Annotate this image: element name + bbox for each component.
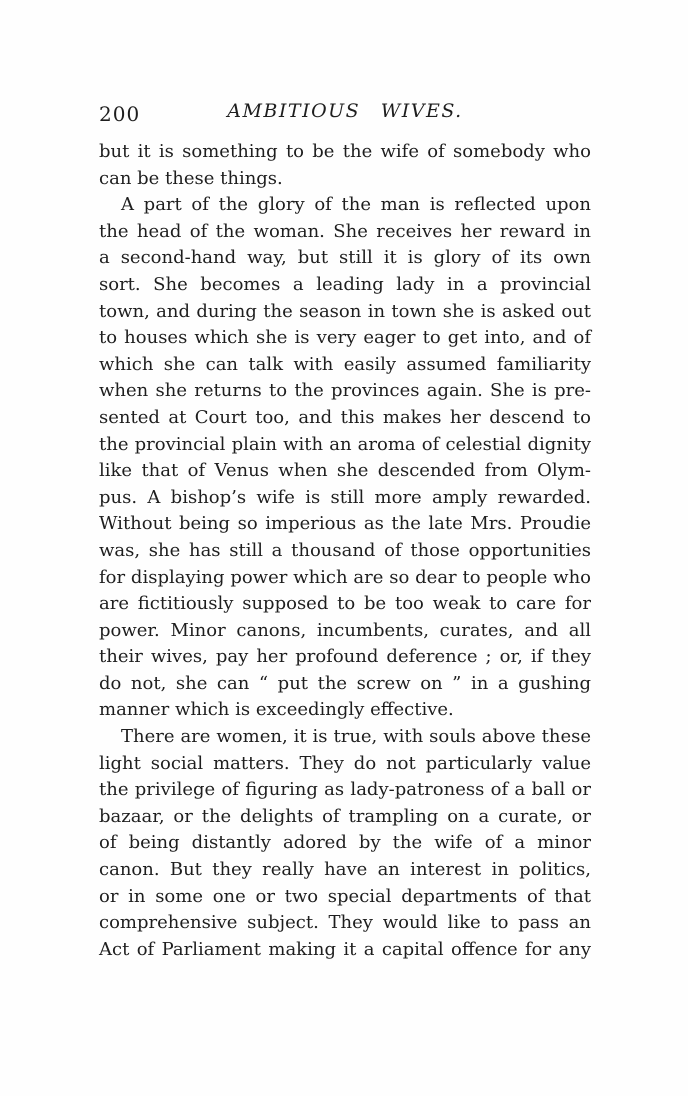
- body-line: town, and during the season in town she is asked out: [99, 300, 591, 322]
- body-text: [99, 139, 591, 963]
- body-line: power. Minor canons, incumbents, curates, and all: [99, 619, 591, 641]
- body-line: Act of Parliament making it a capital offence for any: [99, 938, 591, 960]
- body-line: but it is something to be the wife of somebody who: [99, 141, 591, 162]
- paragraph: [99, 192, 591, 724]
- body-line: when she returns to the provinces again. She is pre-: [99, 380, 591, 402]
- body-line: can be these things.: [99, 167, 283, 189]
- body-line: bazaar, or the delights of trampling on a curate, or: [99, 805, 591, 827]
- body-line: which she can talk with easily assumed familiarity: [99, 353, 591, 375]
- body-line: the head of the woman. She receives her reward in: [99, 220, 591, 242]
- body-line: are fictitiously supposed to be too weak to care for: [99, 593, 591, 615]
- body-line: the privilege of figuring as lady-patroness of a ball or: [99, 779, 591, 801]
- body-line: to houses which she is very eager to get into, and of: [99, 327, 591, 349]
- body-line: of being distantly adored by the wife of a minor: [99, 832, 591, 854]
- page-header: [99, 100, 591, 128]
- body-line: comprehensive subject. They would like to pass an: [99, 912, 591, 934]
- body-line: do not, she can “ put the screw on ” in a gushing: [99, 672, 591, 694]
- body-line: pus. A bishop’s wife is still more amply rewarded.: [99, 486, 591, 508]
- body-line: Without being so imperious as the late Mrs. Proudie: [99, 513, 591, 535]
- body-line: their wives, pay her profound deference ; or, if they: [99, 646, 591, 668]
- paragraph: [99, 724, 591, 963]
- body-line: sort. She becomes a leading lady in a provincial: [99, 273, 591, 295]
- body-line: sented at Court too, and this makes her descend to: [99, 406, 591, 428]
- body-line: canon. But they really have an interest in politics,: [99, 859, 591, 881]
- body-line: for displaying power which are so dear to people who: [99, 566, 591, 588]
- body-line: or in some one or two special departments of that: [99, 885, 591, 907]
- body-line: manner which is exceedingly effective.: [99, 699, 454, 721]
- body-line: like that of Venus when she descended from Olym-: [99, 460, 591, 482]
- body-line: light social matters. They do not particularly value: [99, 752, 591, 774]
- body-line: A part of the glory of the man is reflected upon: [121, 194, 591, 216]
- running-title: AMBITIOUS WIVES.: [227, 100, 463, 122]
- page-number: 200: [99, 102, 141, 126]
- body-line: a second-hand way, but still it is glory of its own: [99, 247, 591, 269]
- body-line: was, she has still a thousand of those opportunities: [99, 539, 591, 561]
- body-line: the provincial plain with an aroma of celestial dignity: [99, 433, 591, 455]
- body-line: There are women, it is true, with souls above these: [121, 726, 591, 748]
- paragraph: [99, 139, 591, 192]
